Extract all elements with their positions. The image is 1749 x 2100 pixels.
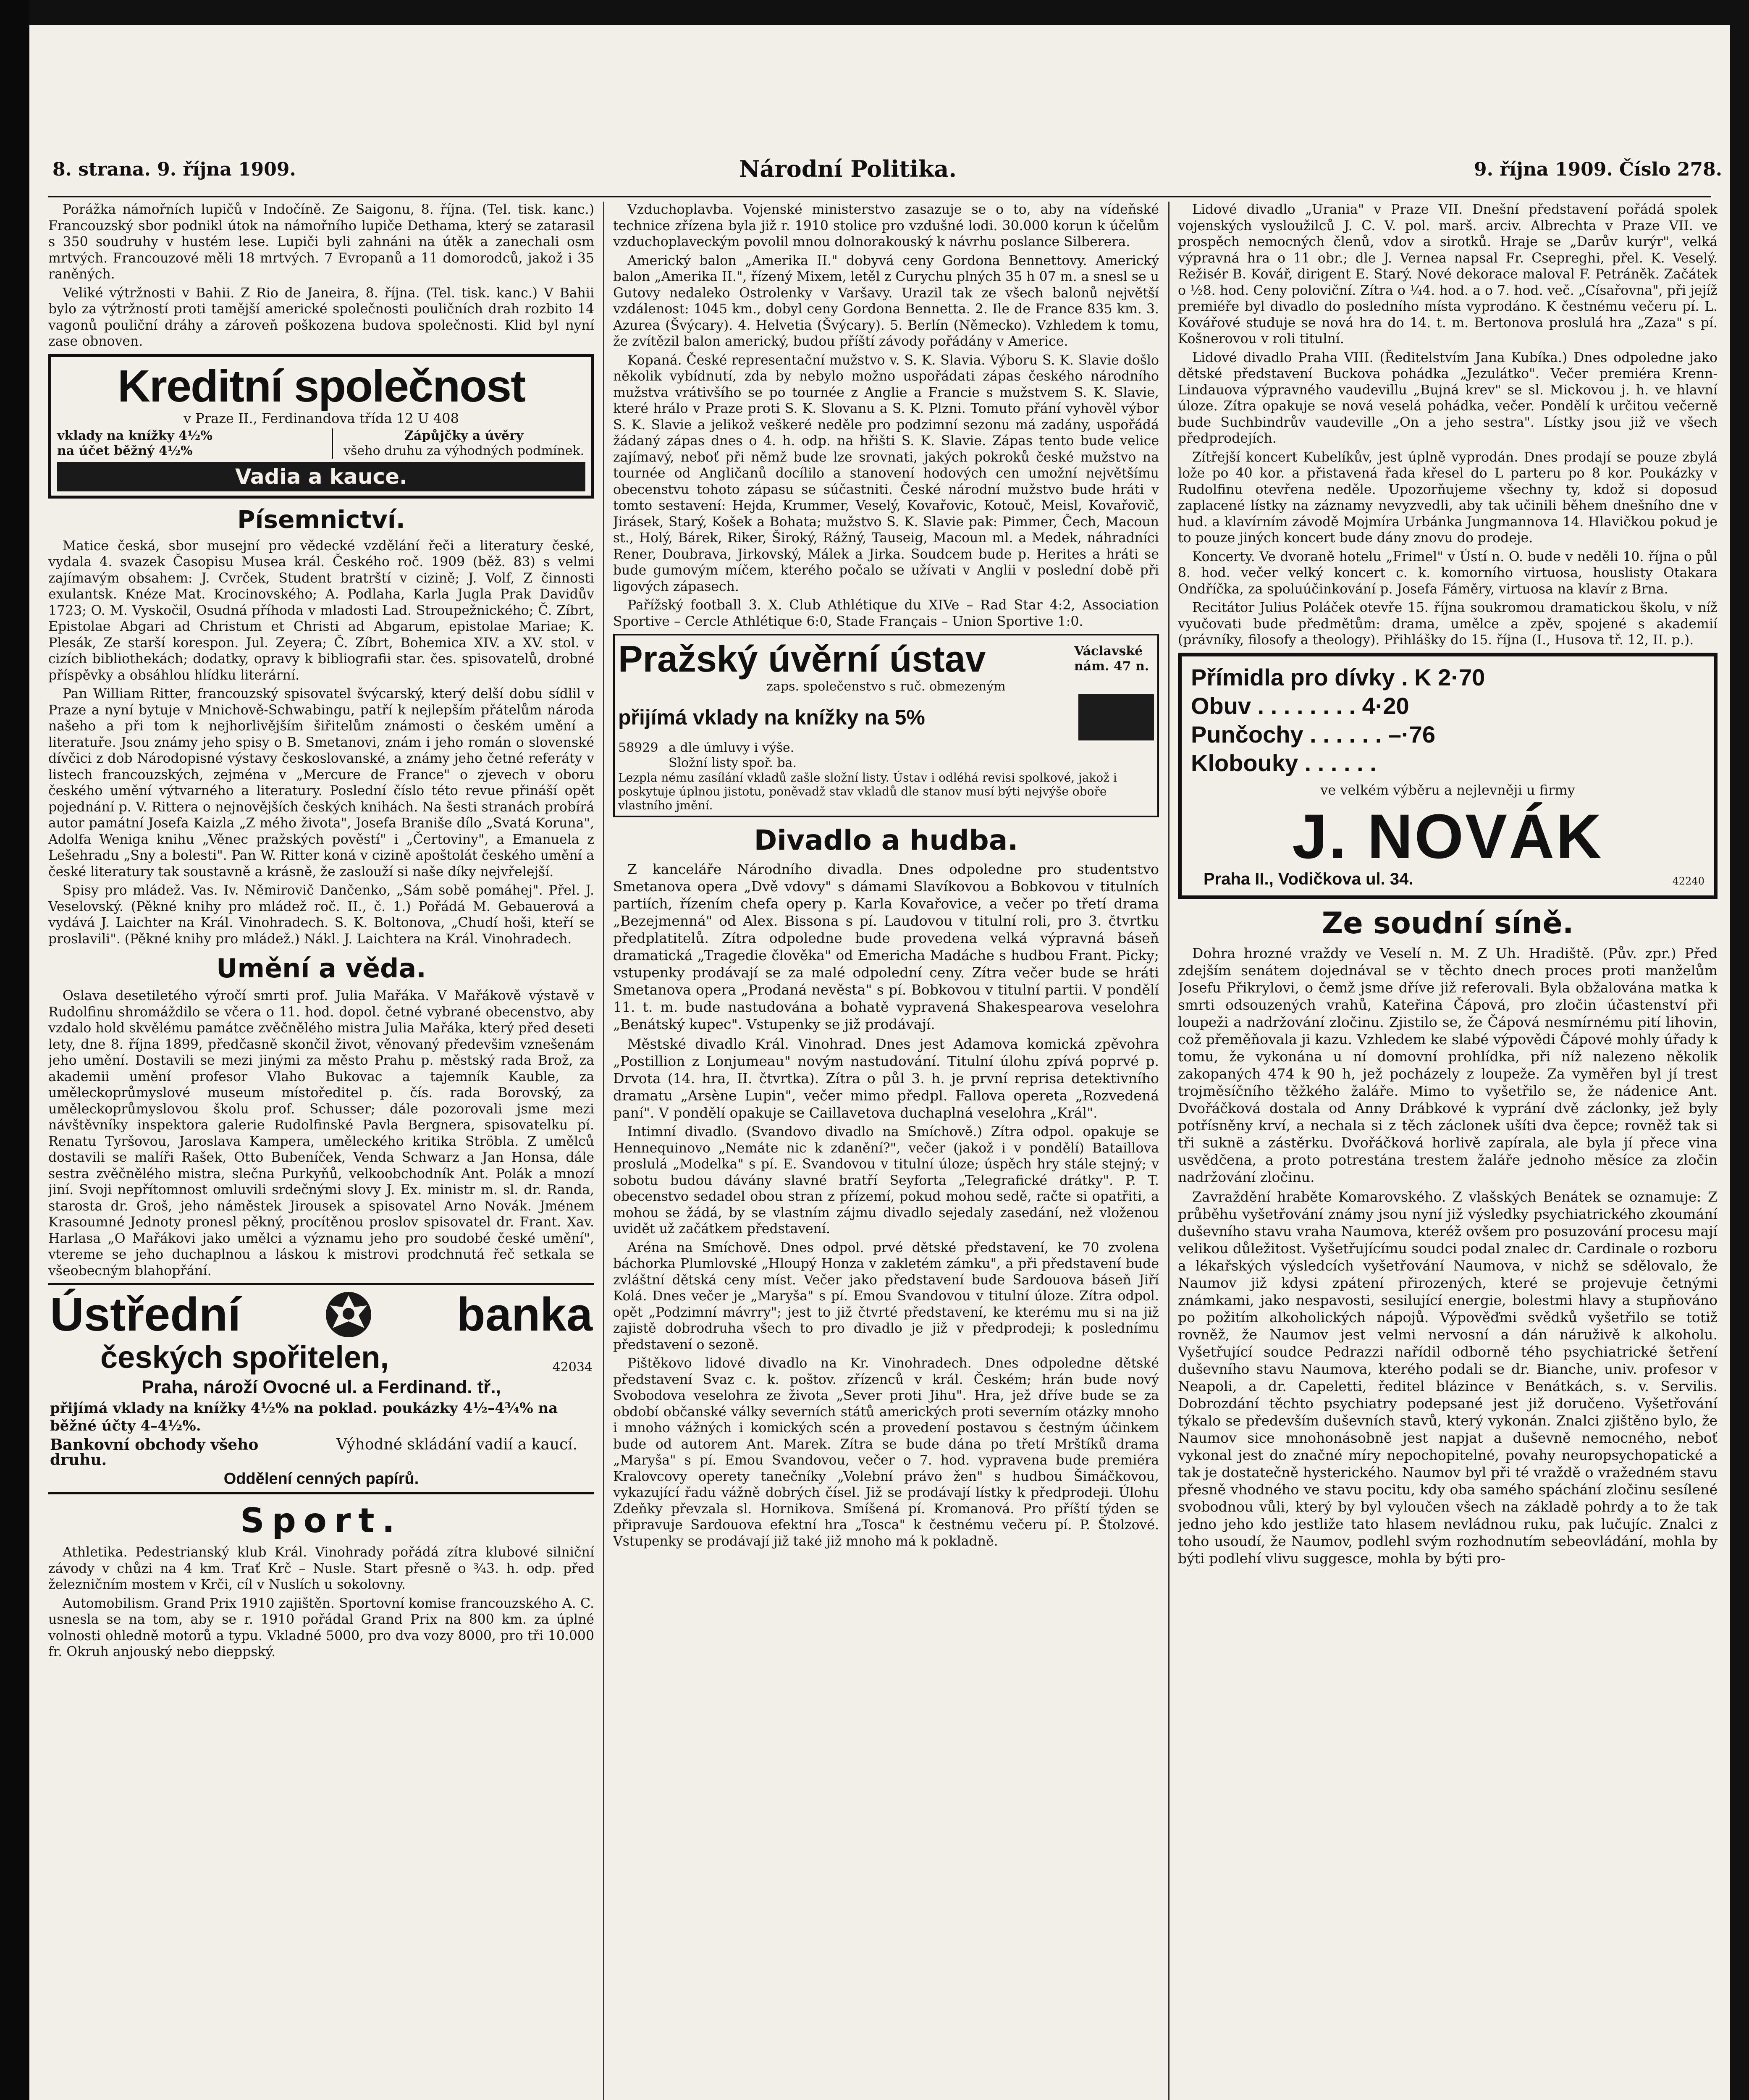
ad-novak — [1178, 653, 1718, 899]
article-polacek: Recitátor Julius Poláček otevře 15. října soukromou dramatickou školu, v níž vyučovati bude předmětům: drama, umělce a zpěv, spojené s akademií (právníky, filosofy a theology). Přihlášky do 15. října (I., Husova tř. 12, II. p.). — [1178, 600, 1718, 648]
ad-bank-sub-row — [50, 1340, 593, 1375]
ad-uver-line-row — [618, 694, 1154, 740]
article-komarovsky: Zavraždění hraběte Komarovského. Z vlašských Benátek se oznamuje: Z průběhu vyšetřování známy jsou nyní již výsledky psychiatrického zkoumání duševního stavu vraha Naumova, kteréž ovšem pro posuzování procesu mají velikou důležitost. Vyšetřujícímu soudci podal znalec dr. Cardinale o rozboru a lékařských výsledcích vyšetřování Naumova, v nichž se sdělovalo, že Naumov již kdysi zpátení přirozených, které se projevuje četnými známkami, jako nespavosti, sesilující energie, bolestmi hlavy a stupňováno po požitím alkoholických nápojů. Výpověďmi svědků vyšetřilo se totiž rovněž, že Naumov jest velmi nervosní a dán náruživě k alkoholu. Vyšetřující soudce Pedrazzi nařídil odborně tého psychiatrické šetření duševního stavu Naumova, kterého podali se dr. Bianche, univ. profesor v Neapoli, a dr. Capeletti, ředitel blázince v Benátkách, s. v. Servilis. Dobrozdání těchto psychiatry podepsané jest již doručeno. Vyšetřování týkalo se především duševních stavů, který vykonán. Znalci zjištěno bylo, že Naumov sice mnohonásobně jest napjat a duševně nemocného, neboť vykonal jest do značné míry nepochopitelné, povahy neuropsychopatické a tak je dostatečně hysterického. Naumov byl při té vraždě o vražedném stavu přesně vhodného ve stavu pocitu, kdy oba samého spáchání zločinu sesílené svobodnou vůli, který by byl vyloučen všech na základě pohrdy a to že tak jedno jeho kdo jestliže tato hlasem nevládnou ruku, pak lučujíc. Znalci z toho usoudí, že Naumov, podlehl svým rozhodnutím sebeovládání, mohla by býti podlehí vlivu suggesce, mohla by býti pro- — [1178, 1188, 1718, 1567]
article-balon: Americký balon „Amerika II." dobyvá ceny Gordona Bennettovy. Americký balon „Amerika II.", řízený Mixem, letěl z Curychu plných 35 h 07 m. a snesl se u Gutovy nedaleko Ostrolenky v Varšavy. Urazil tak ze všech balonů největší vzdálenost: 1045 km., dobyl ceny Gordona Bennetta. 2. Ile de France 835 km. 3. Azurea (Švýcary). 4. Helvetia (Švýcary). 5. Berlín (Německo). Vzhledem k tomu, že zvítězil balon americký, budou příští závody pořádány v Americe. — [613, 253, 1159, 349]
ad-offers-right — [342, 428, 585, 459]
ad-novak-name: J. NOVÁK — [1292, 801, 1603, 872]
ad-bank-subtitle: českých spořitelen, — [100, 1340, 389, 1375]
ad-kreditni-spolecnost — [48, 354, 594, 499]
article-intimni-divadlo: Intimní divadlo. (Svandovo divadlo na Smíchově.) Zítra odpol. opakuje se Hennequinovo „Nemáte nic k zdanění?", večer (jakož i v pondělí) Bataillova proslulá „Modelka" s pí. E. Svandovou v titulní úloze; úspěch hry stále stejný; v sobotu budou dávány slavné bratří Seyforta „Telegrafické drátky". P. T. obecenstvo sedadel obou stran z přízemí, pokud mohou sedě, račte si opatřiti, a mohou se žádá, by se vlastním zájmu divadlo sejedaly zasedání, než vloženou uvidět už začátkem představení. — [613, 1124, 1159, 1236]
ad-bank-services — [50, 1437, 593, 1467]
ad-bank-address: Praha, nároží Ovocné ul. a Ferdinand. tř., — [142, 1377, 501, 1397]
section-sport: Sport. — [240, 1501, 402, 1540]
section-divadlo: Divadlo a hudba. — [754, 824, 1018, 856]
ad-uver-small-3: Lezpla nému zasílání vkladů zašle složní listy. Ústav i odléhá revisi spolkové, jakož i poskytuje úplnou jistotu, poněvadž stav vkladů dle stanov musí býti nejvýše oboře vlastního jmění. — [618, 771, 1117, 812]
ad-offer-bezny: na účet běžný 4½% — [57, 443, 193, 458]
ad-bank-services-right: Výhodné skládání vadií a kaucí. — [336, 1436, 578, 1453]
ad-offer-zapujcky: Zápůjčky a úvěry — [404, 428, 524, 443]
masthead: Národní Politika. — [739, 155, 957, 182]
ad-novak-mid: ve velkém výběru a nejlevněji u firmy — [1320, 782, 1575, 798]
ad-title: Kreditní společnost — [117, 360, 525, 411]
article-vinohrady: Městské divadlo Král. Vinohrad. Dnes jest Adamova komická zpěvohra „Postillion z Lonjumeau" novým nastudování. Titulní úlohu zpívá poprvé p. Drvota (14. hra, II. čtvrtka). Zítra o půl 3. h. je první reprisa detektivního dramatu „Arsène Lupin", večer mimo předpl. Fallova opereta „Rozvedená paní". V pondělí opakuje se Caillavetova duchaplná veselohra „Král". — [613, 1036, 1159, 1121]
article-veseli: Dohra hrozné vraždy ve Veselí n. M. Z Uh. Hradiště. (Pův. zpr.) Před zdejším senátem dojednával se v těchto dnech proces proti manželům Josefu Přikrylovi, o čemž jsme dříve již referovali. Byla obžalována matka k smrti odsouzených vrahů, Kateřina Čápová, pro zločin účastenství při loupeži a nadržování zločinu. Zjistilo se, že Čápová nesmírnému pití lihovin, což přeměňovala ji kazu. Vzhledem ke slabé výpovědi Čápové mohly úřady k tomu, že vykonána u ní domovní prohlídka, při níž nalezeno několik zakopaných 474 k 90 h, jež pocházely z loupeže. Za vyměřen byl jí trest trojměsíčního těžkého žaláře. Mimo to vyšetřilo se, že nádenice Ant. Dvořáčková dostala od Anny Drábkové k vyprání dvě záclonky, jež byly potřísněny krví, a nechala si z těch záclonek ušíti dva čepce; rovněž tak si tři suknë a zástěrku. Dvořáčková horlivě zapírala, ale byla jí přece vina usvědčena, a proto potrestána trestem žaláře jednoho měsíce za zločin nadržování zločinu. — [1178, 945, 1718, 1185]
ad-novak-bottom — [1191, 870, 1704, 889]
ad-bank-title-1: Ústřední — [50, 1288, 241, 1341]
article-bahia: Veliké výtržnosti v Bahii. Z Rio de Janeira, 8. října. (Tel. tisk. kanc.) V Bahii bylo za výtržností proti tamější americké společnosti pouličních drah rozbito 14 vagonů pouliční dráhy a zároveň poškozena budova společnosti. Klid byl nyní zase obnoven. — [48, 285, 594, 349]
newspaper-page — [29, 25, 1730, 2100]
header-right: 9. října 1909. Číslo 278. — [1474, 159, 1723, 180]
section-soud: Ze soudní síně. — [1322, 906, 1574, 940]
article-pistek: Pištěkovo lidové divadlo na Kr. Vinohradech. Dnes odpoledne dětské představení Svaz c. k. poštov. zřízenců v král. Českém; hrán bude nový Svobodova veselohra ze života „Sever proti Jihu". Hra, jež dříve bude se za období občanské války severních států amerických proti severním otázky mnoho i mnoho vážných i komických scén a provedení postavou s čestným účinkem bude od autorem Ant. Marek. Zítra se bude dána po třetí Mrštíků drama „Maryša" s pí. Emou Svandovou, večer o 7. hod. vypravena bude premiéra Kralovcovy operety tanečníky „Volební právo žen" s hudbou Šimáčkovou, vykazující řadu vážně dobrých čísel. Již se prodávají lístky k předprodeji. Úlohu Zdeňky převzala sl. Hornikova. Smíšená pí. Kromanová. Pro příští týden se připravuje Sardouova efektní hra „Tosca" k čestnému večeru pí. P. Štolzové. Vstupenky se prodávají již také již mnoho má k pokladně. — [613, 1356, 1159, 1549]
article-arena: Aréna na Smíchově. Dnes odpol. prvé dětské představení, ke 70 zvolena báchorka Plumlovské „Hloupý Honza v zakletém zámku", a při představení bude zvláštní dětská ceny míst. Večer jako představení bude Sardouova báseň Jiří Kolá. Dnes večer je „Maryša" s pí. Emou Svandovou v titulní úloze. Zítra odpol. opět „Podzimní mávrry"; jest to již čtvrté představení, ke kterému mu si na již zajistě dobrodruha všech to pro divadlo je již v předprodeji; k poslednímu představení o sezoně. — [613, 1240, 1159, 1352]
ad-uver-small-1: a dle úmluvy i výše. — [669, 740, 795, 755]
article-kopana: Kopaná. České representační mužstvo v. S. K. Slavia. Výboru S. K. Slavie došlo několik vybídnutí, zda by nebylo možno uspořádati zápas českého národního mužstva vrátivšího se po tournée z Anglie a Francie s mužstvem S. K. Slavie, které hrálo v Praze proti S. K. Slovanu a S. K. Plzni. Tomuto přání vyhověl výbor S. K. Slavie a jelikož veškeré neděle pro podzimní sezonu má zadány, uspořádá žádaný zápas dnes o 4. h. odp. na hřišti S. K. Slavie. Zápas tento bude velice zajímavý, neboť při němž bude lze srovnati, jakých pokroků české mužstvo na tournée od Angličanů docílilo a stanovení hodových cen umožní největšímu obecenstvu tohoto zápasu se súčastniti. České národní mužstvo bude hráti v tomto sestavení: Hejda, Krummer, Veselý, Kovařovic, Kotouč, Meisl, Kovařovič, Jirásek, Starý, Košek a Bohata; mužstvo S. K. Slavie pak: Pimmer, Čech, Macoun st., Holý, Bárek, Riker, Široký, Rážný, Tauseig, Macoun ml. a Medek, náhradníci Rener, Doubrava, Jirkovský, Málek a Jirka. Soudcem bude p. Herites a hráti se bude gumovým míčem, kterého počalo se užívati v Anglii v poslední době při ligových zápasech. — [613, 352, 1159, 594]
ad-bank-bottom: Oddělení cenných papírů. — [223, 1470, 419, 1488]
ad-offers — [57, 428, 585, 459]
article-koncerty: Koncerty. Ve dvoraně hotelu „Frimel" v Ústí n. O. bude v neděli 10. října o půl 8. hod. večer velký koncert c. k. komorního virtuosa, houslisty Otakara Ondříčka, za spoluúčinkování p. Josefa Fáměry, virtuosa na klavír z Brna. — [1178, 549, 1718, 597]
ad-bank-number: 42034 — [552, 1360, 593, 1375]
ad-bank-rates: přijímá vklady na knížky 4½% na poklad. poukázky 4½–4¾% na běžné účty 4–4½%. — [50, 1400, 558, 1434]
ad-uver-line: přijímá vklady na knížky na 5% — [618, 706, 925, 729]
article-indocina: Porážka námořních lupičů v Indočíně. Ze Saigonu, 8. října. (Tel. tisk. kanc.) Francouzský sbor podnikl útok na námořního lupiče Dethama, který se zatarasil s 350 soudruhy v hustém lese. Lupiči byli zahnáni na útěk a zanechali osm mrtvých. Francouzové měli 18 mrtvých. 7 Evropanů a 11 domorodců, jakož i 35 raněných. — [48, 202, 594, 282]
ad-offer-knizky: vklady na knížky 4½% — [57, 428, 212, 443]
ad-novak-row-1: Přímidla pro dívky . K 2·70 — [1191, 664, 1485, 690]
ad-address: v Praze II., Ferdinandova třída 12 U 408 — [184, 410, 459, 426]
ad-novak-row-2: Obuv . . . . . . . . 4·20 — [1191, 692, 1409, 719]
header-rule — [48, 196, 1711, 197]
scan-margin — [0, 0, 29, 2100]
ad-uver-small-2: Složní listy spoř. ba. — [669, 756, 797, 770]
header-left: 8. strana. 9. října 1909. — [52, 159, 296, 180]
article-narodni-divadlo: Z kanceláře Národního divadla. Dnes odpoledne pro studentstvo Smetanova opera „Dvě vdovy" s dámami Slavíkovou a Bobkovou v titulních partiích, řízením chefa opery p. Karla Kovařovice, a večer po třetí drama „Bezejmenná" od Alex. Bissona s pí. Laudovou v titulní roli, pro 3. čtvrtku předplatitelů. Zítra odpoledne bude provedena velká výpravná báseň dramatická „Tragedie člověka" od Emericha Madáche s hudbou Frant. Picky; vstupenky prodávají se za malé odpolední ceny. Zítra večer bude se hráti Smetanova opera „Prodaná nevěsta" s pí. Bobkovou v titulní partii. V pondělí 11. t. m. bude nastudována a bohatě vypravená Shakespearova veselohra „Benátský kupec". Vstupenky se již prodávají. — [613, 861, 1159, 1032]
ad-bank-title-row — [50, 1289, 593, 1340]
ad-novak-address: Praha II., Vodičkova ul. 34. — [1204, 869, 1413, 888]
ad-ustredni-banka — [48, 1283, 594, 1494]
article-lidove-divadlo: Lidové divadlo Praha VIII. (Ředitelstvím Jana Kubíka.) Dnes odpoledne jako dětské představení Buckova pohádka „Jezulátko". Večer premiéra Krenn-Lindauova výpravného vaudevillu „Bujná krev" se sl. Mickovou j. h. ve hlavní úloze. Zítra opakuje se nová veselá pohádka, večer. Pondělí k určitou večerně bude Suchbindrův vaudeville „On a jeho sestra". Lístky jsou již ve všech předprodejích. — [1178, 350, 1718, 446]
column-1 — [48, 202, 594, 2100]
article-matice: Matice česká, sbor musejní pro vědecké vzdělání řeči a literatury české, vydala 4. svazek Časopisu Musea král. Českého roč. 1909 (běž. 83) s velmi zajímavým obsahem: J. Cvrček, Student bratrští v cizině; J. Volf, Z činnosti exulantsk. Knéze Mat. Krocinovského; A. Podlaha, Karla Jugla Prak Davidův 1723; O. M. Vyskočil, Osudná příhoda v mladosti Lad. Stroupežnického; Č. Zíbrt, Epistolae Abgari ad Christum et Christi ad Abgarum, epistolae Mariae; K. Plesák, Ze starší korespon. Jul. Zeyera; Č. Zíbrt, Bohemica XIV. a XV. stol. v cizích bibliothekách; dodatky, opravy k bibliografii star. čes. spisovatelů, drobné příspěvky a obsáhlou hlídku literární. — [48, 538, 594, 683]
column-3 — [1178, 202, 1718, 2100]
column-2 — [613, 202, 1159, 2100]
ad-uver-detail-row — [618, 740, 1154, 771]
page-header — [29, 151, 1730, 193]
article-urania: Lidové divadlo „Urania" v Praze VII. Dnešní představení pořádá spolek vojenských vysloužilců J. C. V. pol. marš. arciv. Albrechta v Praze VII. ve prospěch nemocných členů, vdov a sirotků. Hraje se „Darův kurýr", velká výpravná hra o 11 obr.; dle J. Vernea napsal Fr. Csepreghi, přel. K. Veselý. Režisér B. Kovář, dirigent E. Starý. Nové dekorace maloval F. Petráněk. Začátek o ½8. hod. Ceny poloviční. Zítra o ¼4. hod. a o 7. hod. več. „Císařovna", při jejíž premiéře byl divadlo do posledního místa vyprodáno. K čestnému večeru pí. L. Kovářové studuje se nová hra do 14. t. m. Bertonova proslulá hra „Zaza" s pí. Košnerovou v roli titulní. — [1178, 202, 1718, 346]
ad-novak-row-3: Punčochy . . . . . . –·76 — [1191, 721, 1435, 748]
article-automobilism: Automobilism. Grand Prix 1910 zajištěn. Sportovní komise francouzského A. C. usnesla se na tom, aby se r. 1910 pořádal Grand Prix na 800 km. za úplné volnosti ohledně motorů a typu. Vkladné 5000, pro dva vozy 8000, pro tři 10.000 fr. Okruh anjouský nebo dieppský. — [48, 1596, 594, 1659]
column-rule-1 — [603, 202, 604, 2100]
article-ritter: Pan William Ritter, francouzský spisovatel švýcarský, který delší dobu sídlil v Praze a nyní bytuje v Mnichově-Schwabingu, patří k nejlepším přátelům národa našeho a při tom k nejhorlivějším šiřitelům známosti o českém umění a literatuře. Jsou známy jeho spisy o B. Smetanovi, znám i jeho román o slovenské dívčici z dob Národopisné výstavy českoslovanské, a známy jeho četné referáty v listech francouzských, zejména v „Mercure de France" o zjevech v oboru českého umění výtvarného a literatury. Poslední číslo této revue přináší opět pojednání p. V. Rittera o nejnovějších českých knihách. Na šesti stranách probírá autor památní Josefa Kaizla „Z mého života", Josefa Braniše dílo „Svatá Koruna", Adolfa Weniga knihu „Věnec pražských pověstí" i „Čertoviny", a Emanuela z Lešehradu „Sny a bolesti". Pan W. Ritter koná v cizině apoštolát českého umění a české literatury tak soustavně a krásně, že zaslouží si naše díky nejvřelejší. — [48, 686, 594, 879]
article-athletika: Athletika. Pedestrianský klub Král. Vinohrady pořádá zítra klubové silniční závody v chůzi na 4 km. Trať Krč – Nusle. Start přesně o ¾3. h. odp. před železničním mostem v Krči, cíl v Nuslích u sokolovny. — [48, 1545, 594, 1592]
ad-uver-number: 58929 — [618, 740, 658, 755]
article-marak: Oslava desetiletého výročí smrti prof. Julia Mařáka. V Mařákově výstavě v Rudolfinu shromáždilo se včera o 11. hod. dopol. četné vybrané obecenstvo, aby vzdalo hold skvělému památce zvěčnělého mistra Julia Mařáka, který před deseti lety, dne 8. října 1899, předčasně skončil život, věnovaný předevšim vznešenám jeho umění. Dostavili se mezi jinými za město Prahu p. městský rada Brož, za akademii umění profesor Vlaho Bukovac a tajemník Kauble, za uměleckoprůmyslové museum místoředitel p. čís. rada Borovský, za uměleckoprůmyslovou školu prof. Schusser; dále pozorovali jsme mezi návštěvníky inspektora galerie Rudolfinské Pavla Bergnera, spisovatelku pí. Renatu Tyršovou, Jaroslava Kampera, uměleckého kritika Ströbla. Z umělců dostavili se malíři Rašek, Otto Bubeníček, Venda Schwarz a Jan Honsa, dále sestra zvěčnělého mistra, slečna Purkyňů, velkoobchodník Ant. Polák a mnozí jiní. Svoji nepřítomnost omluvili srdečnými slovy J. Ex. ministr m. sl. dr. Randa, starosta dr. Groš, jeho náměstek Jirousek a spisovatel Arno Novák. Jménem Krasoumné Jednoty pronesl pěkný, procítěnou proslov spisovatel dr. Frant. Xav. Harlasa „O Mařákovi jako umělci a významu jeho pro soudobé české umění", vtereme se jeho duchaplnou a láskou k mistrovi prodchnutá řeč setkala se všeobecným blahopřání. — [48, 988, 594, 1278]
ad-novak-number: 42240 — [1672, 875, 1704, 887]
ad-offers-left — [57, 428, 333, 459]
article-football: Pařížský football 3. X. Club Athlétique du XIVe – Rad Star 4:2, Association Sportive – Cercle Athlétique 6:0, Stade Français – Union Sportive 1:0. — [613, 598, 1159, 629]
section-pisemnictvi: Písemnictví. — [237, 505, 405, 534]
article-spisy: Spisy pro mládež. Vas. Iv. Němirovič Dančenko, „Sám sobě pomáhej". Přel. J. Veselovský. (Pěkné knihy pro mládež roč. II., č. 1.) Pořádá M. Gebauerová a vydává J. Laichter na Král. Vinohradech. S. K. Boltonova, „Chudí hoši, kteří se proslavili". (Pěkné knihy pro mládež.) Nákl. J. Laichtera na Král. Vinohradech. — [48, 883, 594, 947]
ad-uver-details — [669, 740, 1154, 771]
section-umeni: Umění a věda. — [216, 953, 426, 984]
article-vzduchoplavba: Vzduchoplavba. Vojenské ministerstvo zasazuje se o to, aby na vídeňské technice zřízena byla již r. 1910 stolice pro vzdušné lodi. 30.000 korun k účelům vzduchoplaveckým povolil mnou dolnorakouský k návrhu poslance Silberera. — [613, 202, 1159, 249]
ad-prazsky-uverni-ustav — [613, 634, 1159, 817]
ad-offer-zapujcky-text: všeho druhu za výhodných podmínek. — [344, 443, 585, 458]
column-rule-2 — [1168, 202, 1169, 2100]
ad-uver-dark-block — [1078, 694, 1154, 740]
ad-uver-title: Pražský úvěrní ústav — [618, 638, 986, 680]
article-kubelik: Zítřejší koncert Kubelíkův, jest úplně vyprodán. Dnes prodají se pouze zbylá lože po 40 kor. a přistavená řada křesel do L parteru po 8 kor. Poukázky v Rudolfinu otevřena neděle. Upozorňujeme všechny ty, kdož si doposud zaplacené lístky na záznamy nevyzvedli, aby tak učinili během dnešního dne v hud. a klavírním závodě Mojmíra Urbánka Jungmannova 14. Hlavičkou pokud je to pouze jiných koncert bude dány znovu do prodeje. — [1178, 449, 1718, 546]
ad-novak-row-4: Klobouky . . . . . . — [1191, 749, 1377, 776]
ad-bank-title-2: banka — [456, 1288, 593, 1341]
ad-bank-services-left: Bankovní obchody všeho druhu. — [50, 1436, 259, 1469]
ad-uver-title-row — [618, 639, 1154, 679]
eagle-emblem-icon — [323, 1289, 374, 1340]
ad-uver-sub: zaps. společenstvo s ruč. obmezeným — [766, 679, 1006, 694]
ad-banner-vadia: Vadia a kauce. — [57, 462, 585, 491]
ad-uver-address: Václavské nám. 47 n. — [1074, 644, 1149, 674]
